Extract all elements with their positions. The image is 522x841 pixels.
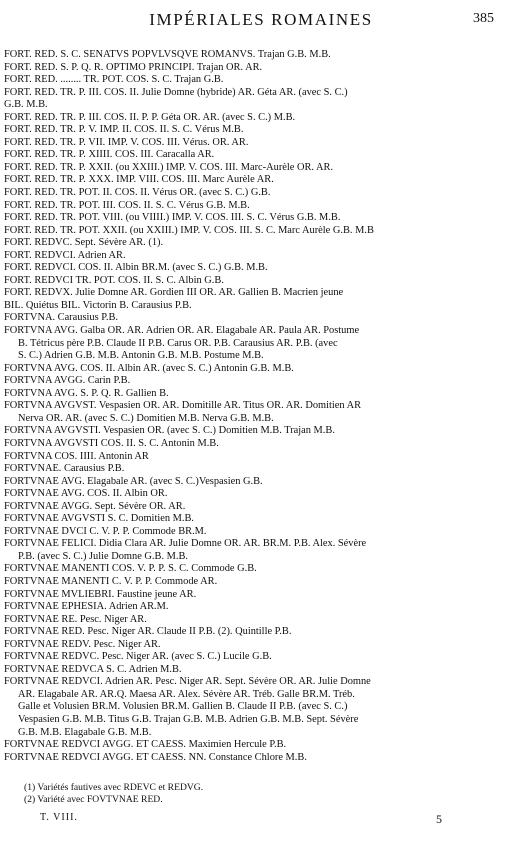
catalog-line: FORT. REDVC. Sept. Sévère AR. (1). — [4, 237, 164, 249]
catalog-line: FORT. RED. S. P. Q. R. OPTIMO PRINCIPI. Trajan OR. AR. — [4, 61, 263, 73]
catalog-line: FORTVNAE. Carausius P.B. — [4, 463, 125, 475]
page-header — [0, 10, 522, 36]
catalog-line: Nerva OR. AR. (avec S. C.) Domitien M.B. Nerva G.B. M.B. — [18, 412, 274, 424]
catalog-line: FORTVNAE AVGG. Sept. Sévère OR. AR. — [4, 500, 186, 512]
catalog-line: FORTVNAE AVGVSTI S. C. Domitien M.B. — [4, 513, 194, 525]
catalog-line: FORTVNA AVGG. Carin P.B. — [4, 375, 131, 387]
catalog-line: FORT. REDVCI. Adrien AR. — [4, 249, 126, 261]
catalog-line: FORT. RED. TR. P. V. IMP. II. COS. II. S. C. Vérus M.B. — [4, 124, 244, 136]
catalog-line: FORTVNAE DVCI C. V. P. P. Commode BR.M. — [4, 525, 207, 537]
catalog-line: FORT. RED. TR. POT. III. COS. II. S. C. Vérus G.B. M.B. — [4, 199, 250, 211]
catalog-line: FORT. REDVCI TR. POT. COS. II. S. C. Albin G.B. — [4, 274, 224, 286]
catalog-line: FORTVNA AVG. S. P. Q. R. Gallien B. — [4, 387, 169, 399]
catalog-line: FORTVNA AVGVSTI. Vespasien OR. (avec S. C.) Domitien M.B. Trajan M.B. — [4, 425, 335, 437]
catalog-line: FORT. RED. TR. P. XXII. (ou XXIII.) IMP. V. COS. III. Marc-Aurèle OR. AR. — [4, 161, 334, 173]
catalog-line: BIL. Quiétus BIL. Victorin B. Carausius P.B. — [4, 299, 192, 311]
page-footer — [0, 812, 522, 826]
catalog-line: FORTVNAE REDVCI AVGG. ET CAESS. NN. Constance Chlore M.B. — [4, 751, 307, 763]
catalog-line: G.B. M.B. Elagabale G.B. M.B. — [18, 726, 152, 738]
catalog-line: FORTVNAE RED. Pesc. Niger AR. Claude II P.B. (2). Quintille P.B. — [4, 626, 292, 638]
catalog-line: FORTVNAE REDVCI AVGG. ET CAESS. Maximien Hercule P.B. — [4, 739, 287, 751]
catalog-line: FORTVNAE EPHESIA. Adrien AR.M. — [4, 601, 169, 613]
footnote: (1) Variétés fautives avec RDEVC et REDVG. — [24, 782, 204, 793]
catalog-line: S. C.) Adrien G.B. M.B. Antonin G.B. M.B. Postume M.B. — [18, 350, 264, 362]
volume-label: T. VIII. — [40, 812, 78, 823]
catalog-line: FORTVNAE REDVC. Pesc. Niger AR. (avec S. C.) Lucile G.B. — [4, 651, 272, 663]
catalog-line: FORTVNA AVGVST. Vespasien OR. AR. Domitille AR. Titus OR. AR. Domitien AR — [4, 400, 362, 412]
footnotes — [24, 782, 203, 805]
catalog-line: FORTVNAE REDVCA S. C. Adrien M.B. — [4, 663, 182, 675]
catalog-line: FORTVNAE REDVCI. Adrien AR. Pesc. Niger AR. Sept. Sévère OR. AR. Julie Domne — [4, 676, 371, 688]
catalog-line: FORTVNAE MANENTI COS. V. P. P. S. C. Commode G.B. — [4, 563, 257, 575]
catalog-line: FORT. RED. TR. P. III. COS. II. Julie Domne (hybride) AR. Géta AR. (avec S. C.) — [4, 86, 348, 98]
catalog-line: FORT. RED. TR. POT. VIII. (ou VIIII.) IMP. V. COS. III. S. C. Vérus G.B. M.B. — [4, 212, 341, 224]
catalog-line: FORTVNA AVG. Galba OR. AR. Adrien OR. AR. Elagabale AR. Paula AR. Postume — [4, 325, 360, 337]
catalog-line: FORTVNA AVG. COS. II. Albin AR. (avec S. C.) Antonin G.B. M.B. — [4, 362, 294, 374]
catalog-body — [4, 49, 518, 764]
catalog-line: FORT. RED. TR. P. III. COS. II. P. P. Géta OR. AR. (avec S. C.) M.B. — [4, 111, 296, 123]
catalog-line: FORT. RED. TR. P. XIIII. COS. III. Caracalla AR. — [4, 149, 215, 161]
catalog-line: B. Tétricus père P.B. Claude II P.B. Carus OR. P.B. Carausius AR. P.B. (avec — [18, 337, 338, 349]
catalog-line: FORTVNAE REDV. Pesc. Niger AR. — [4, 638, 161, 650]
catalog-line: FORTVNAE MVLIEBRI. Faustine jeune AR. — [4, 588, 197, 600]
catalog-line: FORTVNAE AVG. Elagabale AR. (avec S. C.)Vespasien G.B. — [4, 475, 263, 487]
catalog-line: P.B. (avec S. C.) Julie Domne G.B. M.B. — [18, 550, 188, 562]
catalog-line: FORT. RED. TR. POT. II. COS. II. Vérus OR. (avec S. C.) G.B. — [4, 187, 271, 199]
catalog-line: FORT. REDVX. Julie Domne AR. Gordien III OR. AR. Gallien B. Macrien jeune — [4, 287, 344, 299]
page-title: IMPÉRIALES ROMAINES — [149, 10, 373, 29]
catalog-line: G.B. M.B. — [4, 99, 48, 111]
signature-mark: 5 — [436, 812, 442, 826]
catalog-line: FORTVNA. Carausius P.B. — [4, 312, 118, 324]
catalog-line: FORTVNA AVGVSTI COS. II. S. C. Antonin M.B. — [4, 437, 219, 449]
catalog-line: FORTVNA COS. IIII. Antonin AR — [4, 450, 149, 462]
catalog-line: Vespasien G.B. M.B. Titus G.B. Trajan G.B. M.B. Adrien G.B. M.B. Sept. Sévère — [18, 713, 359, 725]
catalog-line: FORTVNAE RE. Pesc. Niger AR. — [4, 613, 147, 625]
catalog-line: FORTVNAE AVG. COS. II. Albin OR. — [4, 488, 168, 500]
catalog-line: Galle et Volusien BR.M. Volusien BR.M. Gallien B. Claude II P.B. (avec S. C.) — [18, 701, 348, 713]
catalog-line: FORTVNAE FELICI. Didia Clara AR. Julie Domne OR. AR. BR.M. P.B. Alex. Sévère — [4, 538, 367, 550]
catalog-line: FORT. RED. ........ TR. POT. COS. S. C. Trajan G.B. — [4, 74, 224, 86]
catalog-line: FORT. REDVCI. COS. II. Albin BR.M. (avec S. C.) G.B. M.B. — [4, 262, 268, 274]
catalog-line: FORT. RED. TR. P. XXX. IMP. VIII. COS. III. Marc Aurèle AR. — [4, 174, 274, 186]
catalog-line: FORT. RED. TR. POT. XXII. (ou XXIII.) IMP. V. COS. III. S. C. Marc Aurèle G.B. M.B — [4, 224, 374, 236]
catalog-line: AR. Elagabale AR. AR.Q. Maesa AR. Alex. Sévère AR. Tréb. Galle BR.M. Tréb. — [18, 688, 355, 700]
footnote: (2) Variété avec FOVTVNAE RED. — [24, 793, 163, 805]
catalog-line: FORTVNAE MANENTI C. V. P. P. Commode AR. — [4, 575, 218, 587]
catalog-line: FORT. RED. TR. P. VII. IMP. V. COS. III. Vérus. OR. AR. — [4, 136, 249, 148]
page-number: 385 — [473, 11, 494, 26]
catalog-line: FORT. RED. S. C. SENATVS POPVLVSQVE ROMANVS. Trajan G.B. M.B. — [4, 49, 331, 60]
